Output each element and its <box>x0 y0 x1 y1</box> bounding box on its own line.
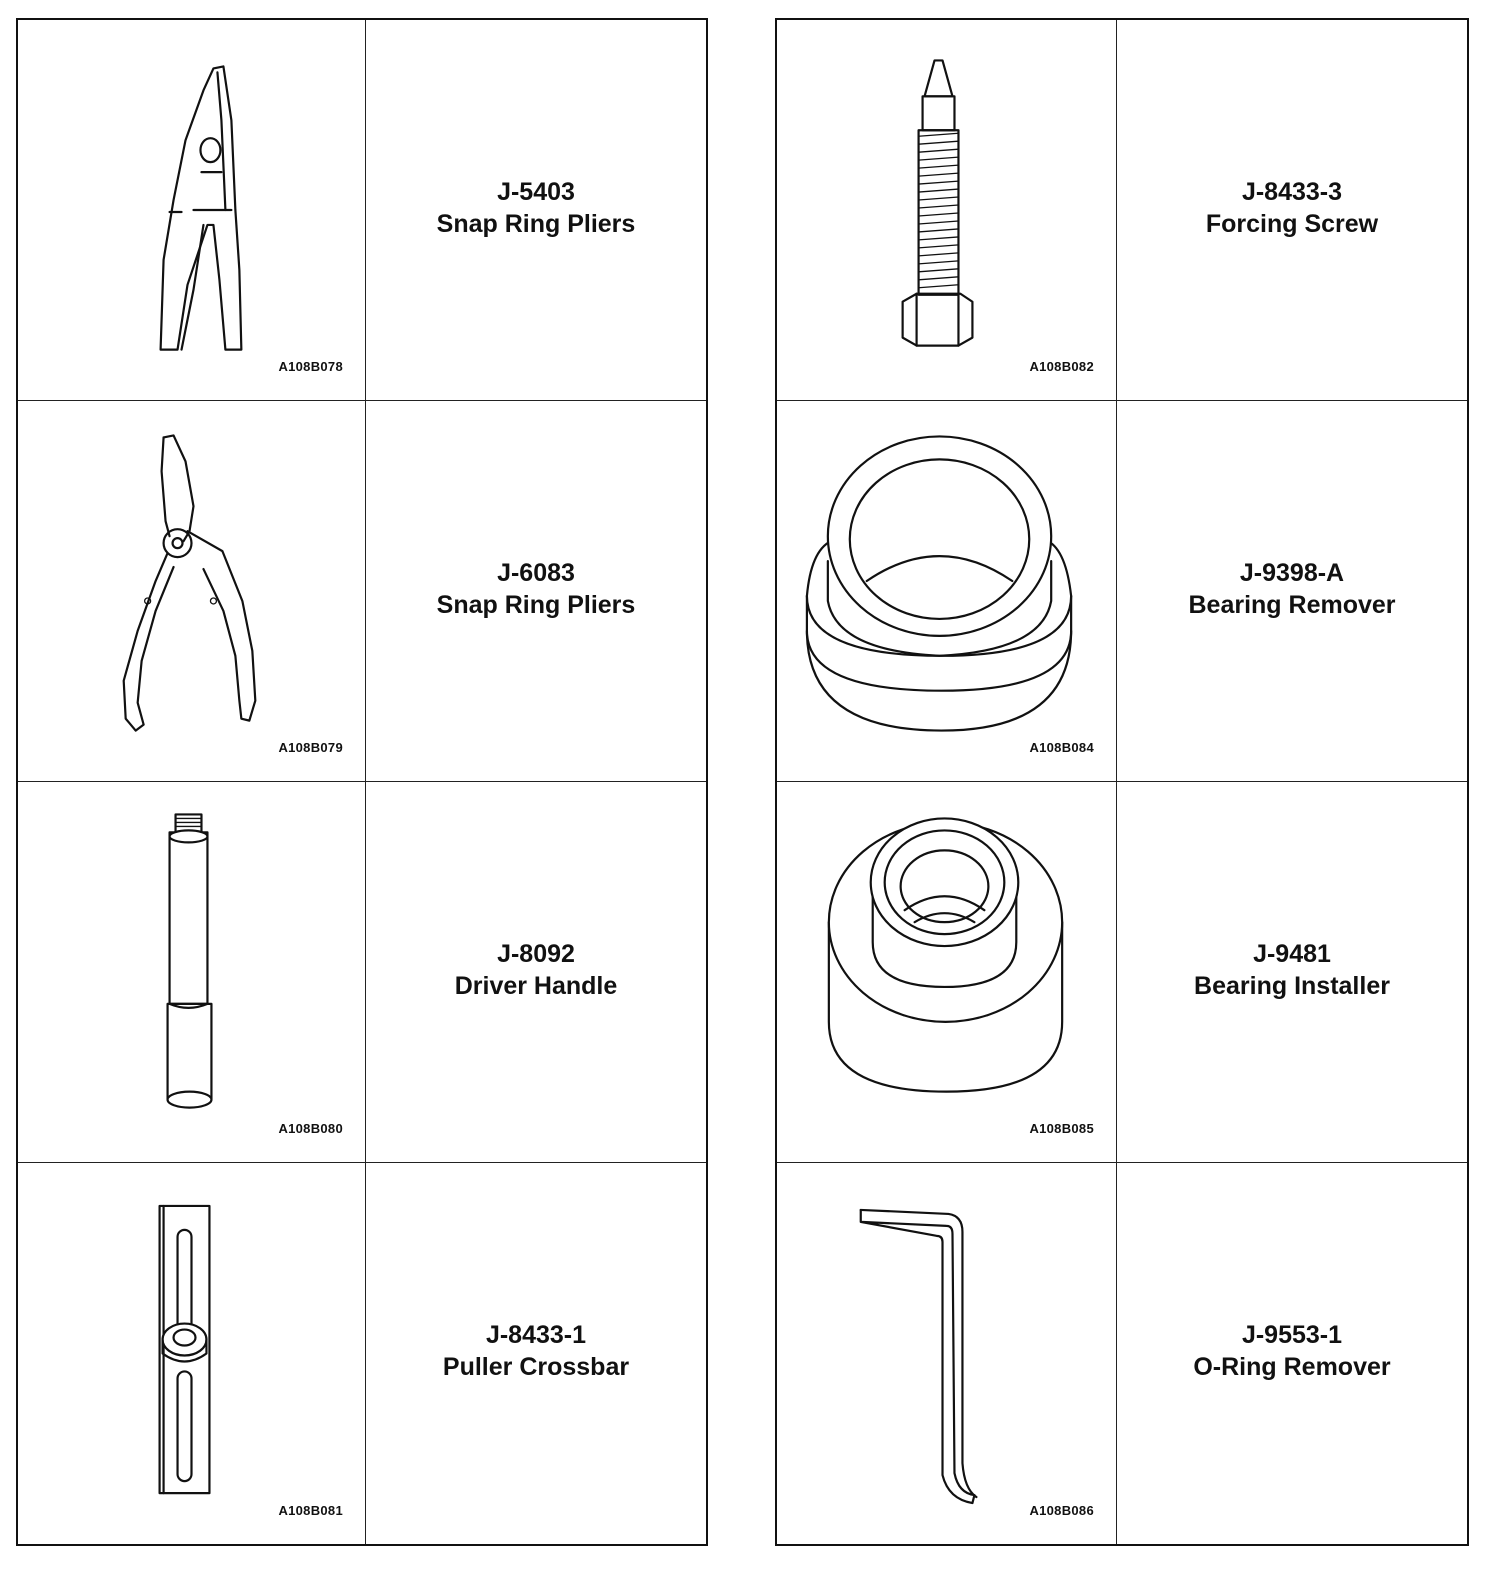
tool-illustration-cell <box>18 1163 366 1544</box>
part-number: J-6083 <box>497 559 575 587</box>
tool-row <box>18 782 706 1163</box>
tool-illustration-cell <box>777 782 1117 1162</box>
tool-row <box>777 401 1467 782</box>
part-number: J-8433-1 <box>485 1321 587 1349</box>
tool-illustration-cell <box>18 20 366 400</box>
tool-label-cell <box>366 1163 706 1544</box>
tool-row <box>777 20 1467 401</box>
part-number: J-9553-1 <box>1241 1321 1343 1349</box>
bearing-remover-icon <box>777 401 1116 781</box>
tool-label-cell <box>1117 782 1467 1162</box>
part-number: J-8433-3 <box>1241 178 1343 206</box>
tool-table-left <box>16 18 708 1546</box>
tool-illustration-cell <box>18 782 366 1162</box>
snap-ring-pliers-bent-icon <box>18 401 365 781</box>
tool-name: Snap Ring Pliers <box>436 591 636 619</box>
tool-illustration-cell <box>777 401 1117 781</box>
snap-ring-pliers-straight-icon <box>18 20 365 400</box>
forcing-screw-icon <box>777 20 1116 400</box>
tool-label-cell <box>1117 1163 1467 1544</box>
figure-code: A108B085 <box>1029 1121 1094 1136</box>
tool-label-cell <box>1117 401 1467 781</box>
tool-name: Snap Ring Pliers <box>436 210 636 238</box>
tool-name: Puller Crossbar <box>442 1353 630 1381</box>
tool-label-cell <box>366 20 706 400</box>
tool-label-cell <box>366 401 706 781</box>
driver-handle-icon <box>18 782 365 1162</box>
tool-name: Forcing Screw <box>1205 210 1379 238</box>
tool-row <box>18 1163 706 1544</box>
tool-illustration-cell <box>777 20 1117 400</box>
tool-name: Bearing Remover <box>1188 591 1396 619</box>
part-number: J-9398-A <box>1239 559 1345 587</box>
bearing-installer-icon <box>777 782 1116 1162</box>
tool-illustration-cell <box>777 1163 1117 1544</box>
part-number: J-9481 <box>1253 940 1331 968</box>
figure-code: A108B080 <box>278 1121 343 1136</box>
figure-code: A108B082 <box>1029 359 1094 374</box>
tool-name: O-Ring Remover <box>1193 1353 1391 1381</box>
tool-name: Bearing Installer <box>1194 972 1390 1000</box>
tool-row <box>18 401 706 782</box>
figure-code: A108B081 <box>278 1503 343 1518</box>
part-number: J-8092 <box>497 940 575 968</box>
figure-code: A108B086 <box>1029 1503 1094 1518</box>
puller-crossbar-icon <box>18 1163 365 1544</box>
tool-label-cell <box>366 782 706 1162</box>
figure-code: A108B079 <box>278 740 343 755</box>
tool-row <box>18 20 706 401</box>
figure-code: A108B084 <box>1029 740 1094 755</box>
tool-row <box>777 1163 1467 1544</box>
o-ring-remover-icon <box>777 1163 1116 1544</box>
tool-name: Driver Handle <box>454 972 618 1000</box>
tool-table-right <box>775 18 1469 1546</box>
tool-row <box>777 782 1467 1163</box>
figure-code: A108B078 <box>278 359 343 374</box>
tool-label-cell <box>1117 20 1467 400</box>
part-number: J-5403 <box>497 178 575 206</box>
tool-illustration-cell <box>18 401 366 781</box>
